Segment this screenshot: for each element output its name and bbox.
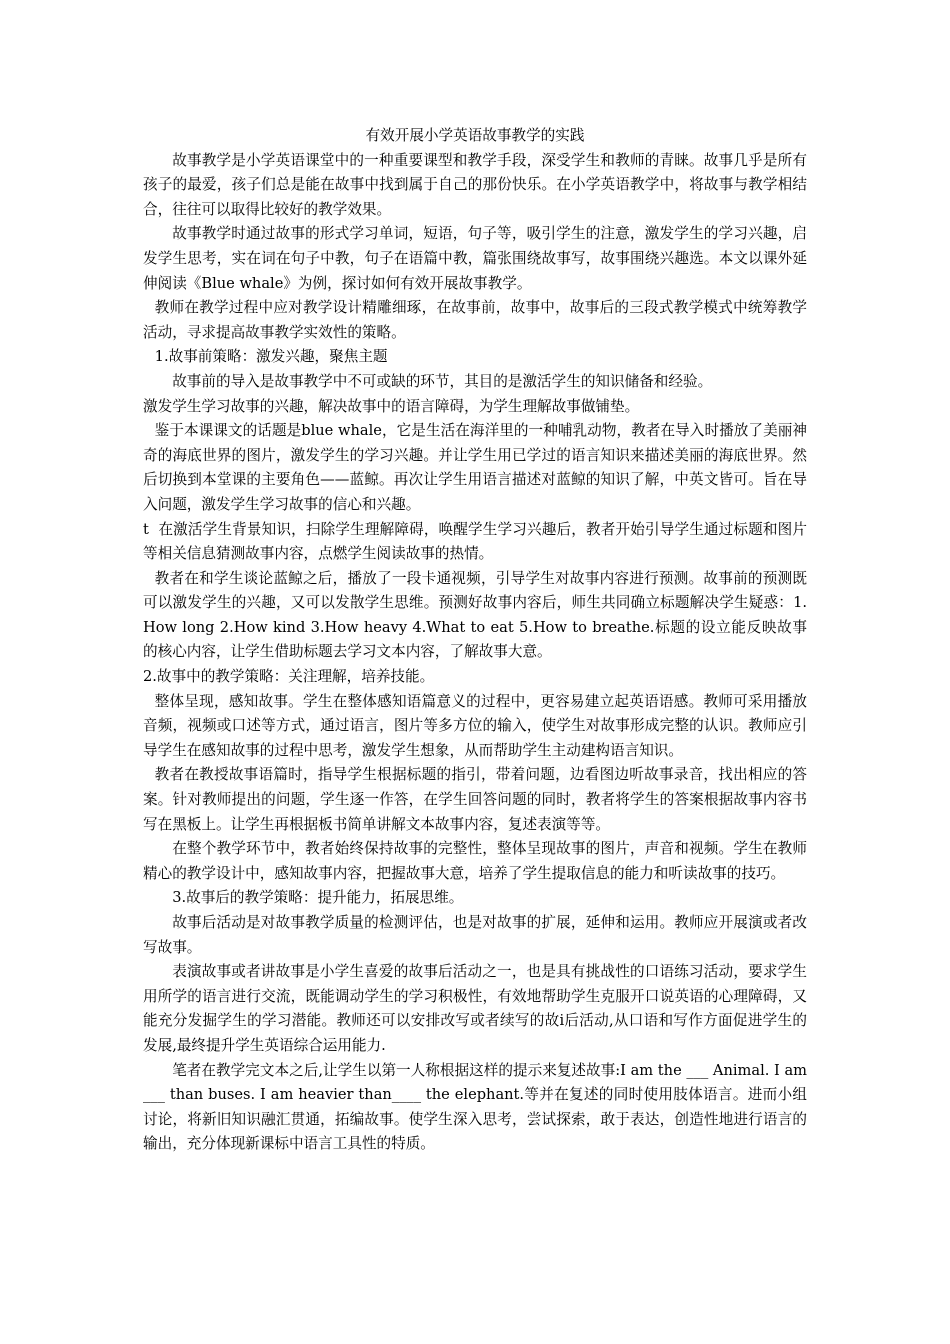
document-title: 有效开展小学英语故事教学的实践 (365, 127, 585, 144)
paragraph-intro: 故事教学是小学英语课堂中的一种重要课型和教学手段，深受学生和教师的青睐。故事几乎是所有孩子的最爱，孩子们总是能在故事中找到属于自己的那份快乐。在小学英语教学中，将故事与教学相结合，往往可以取得比较好的教学效果。 (143, 151, 807, 218)
heading-while-story: 2.故事中的教学策略：关注理解，培养技能。 (143, 668, 435, 686)
document-body (143, 124, 812, 1157)
paragraph-three-stage: 教师在教学过程中应对教学设计精雕细琢，在故事前，故事中，故事后的三段式教学模式中统筹教学活动，寻求提高故事教学实效性的策略。 (143, 299, 807, 341)
paragraph-lead-in: 故事前的导入是故事教学中不可或缺的环节，其目的是激活学生的知识储备和经验。 (172, 372, 713, 390)
paragraph-integrity: 在整个教学环节中，教者始终保持故事的完整性，整体呈现故事的图片，声音和视频。学生在教师精心的教学设计中，感知故事内容，把握故事大意，培养了学生提取信息的能力和听读故事的技巧。 (143, 840, 807, 882)
paragraph-overall: 整体呈现，感知故事。学生在整体感知语篇意义的过程中，更容易建立起英语语感。教师可采用播放音频，视频或口述等方式，通过语言，图片等多方位的输入，使学生对故事形成完整的认识。教师应引导学生在感知故事的过程中思考，激发学生想象，从而帮助学生主动建构语言知识。 (143, 692, 807, 759)
paragraph-blue-whale: 鉴于本课课文的话题是blue whale，它是生活在海洋里的一种哺乳动物，教者在导入时播放了美丽神奇的海底世界的图片，激发学生的学习兴趣。并让学生用已学过的语言知识来描述美丽的海底世界。然后切换到本堂课的主要角色——蓝鲸。再次让学生用语言描述对蓝鲸的知识了解，中英文皆可。旨在导入问题，激发学生学习故事的信心和兴趣。 (143, 422, 807, 513)
paragraph-story-teaching: 故事教学时通过故事的形式学习单词，短语，句子等，吸引学生的注意，激发学生的学习兴趣，启发学生思考，实在词在句子中教，句子在语篇中教，篇张围绕故事写，故事围绕兴趣选。本文以课外延伸阅读《Blue whale》为例，探讨如何有效开展故事教学。 (143, 225, 807, 292)
heading-pre-story: 1.故事前策略：激发兴趣，聚焦主题 (154, 348, 388, 366)
paragraph-performance: 表演故事或者讲故事是小学生喜爱的故事后活动之一，也是具有挑战性的口语练习活动，要求学生用所学的语言进行交流，既能调动学生的学习积极性，有效地帮助学生克服开口说英语的心理障碍，又能充分发掘学生的学习潜能。教师还可以安排改写或者续写的故i后活动,从口语和写作方面促进学生的发展,最终提升学生英语综合运用能力. (143, 963, 807, 1054)
paragraph-teaching: 教者在教授故事语篇时，指导学生根据标题的指引，带着问题，边看图边听故事录音，找出相应的答案。针对教师提出的问题，学生逐一作答，在学生回答问题的同时，教者将学生的答案根据故事内容书写在黑板上。让学生再根据板书简单讲解文本故事内容，复述表演等等。 (143, 766, 807, 833)
paragraph-prediction: 教者在和学生谈论蓝鲸之后，播放了一段卡通视频，引导学生对故事内容进行预测。故事前的预测既可以激发学生的兴趣，又可以发散学生思维。预测好故事内容后，师生共同确立标题解决学生疑惑：1.How long 2.How kind 3.How heavy 4.What to eat 5.How to breathe.标题的设立能反映故事的核心内容，让学生借助标题去学习文本内容，了解故事大意。 (143, 569, 807, 661)
paragraph-interest: 激发学生学习故事的兴趣，解决故事中的语言障碍，为学生理解故事做铺垫。 (143, 397, 640, 415)
paragraph-post-activity: 故事后活动是对故事教学质量的检测评估，也是对故事的扩展，延伸和运用。教师应开展演或者改写故事。 (143, 914, 807, 956)
heading-post-story: 3.故事后的教学策略：提升能力，拓展思维。 (172, 889, 464, 907)
paragraph-retelling: 笔者在教学完文本之后,让学生以第一人称根据这样的提示来复述故事:I am the ___ Animal. I am ___ than buses. I am heavier than____ the elephant.等并在复述的同时使用肢体语言。进而小组讨论，将新旧知识融汇贯通，拓编故事。使学生深入思考，尝试探索，敢于表达，创造性地进行语言的输出，充分体现新课标中语言工具性的特质。 (143, 1061, 812, 1153)
paragraph-background: t 在激活学生背景知识，扫除学生理解障碍，唤醒学生学习兴趣后，教者开始引导学生通过标题和图片等相关信息猜测故事内容，点燃学生阅读故事的热情。 (143, 520, 807, 563)
